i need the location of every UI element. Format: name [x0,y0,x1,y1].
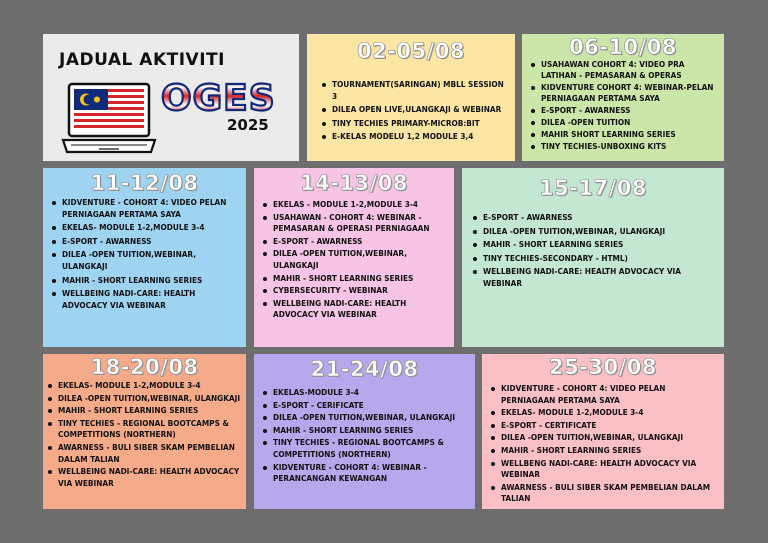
schedule-card-6 [43,354,246,509]
list-item: E-SPORT - AWARNESS [470,212,714,224]
list-item: E-SPORT - CERIFICATE [260,400,471,412]
schedule-card-4 [254,168,454,347]
activity-list [488,383,720,505]
page-title: JADUAL AKTIVITI [59,50,225,70]
activity-list [528,59,718,152]
list-item: E-KELAS MODELU 1,2 MODULE 3,4 [319,131,507,143]
card-date: 02-05/08 [356,39,466,63]
activity-list [470,212,714,290]
list-item: EKELAS- MODULE 1-2,MODULE 3-4 [49,222,240,234]
list-item: DILEA -OPEN TUITION,WEBINAR, ULANGKAJI [260,412,471,424]
list-item: KIDVENTURE COHORT 4: WEBINAR-PELAN PERNIAGAAN PERTAMA SAYA [528,82,718,104]
activity-list [319,79,507,143]
list-item: DILEA OPEN LIVE,ULANGKAJI & WEBINAR [319,104,507,116]
list-item: WELLBEING NADI-CARE: HEALTH ADVOCACY VIA WEBINAR [49,288,240,311]
activity-list [45,380,242,489]
list-item: MAHIR - SHORT LEARNING SERIES [45,405,242,417]
schedule-card-8 [482,354,724,509]
activity-list [49,197,240,311]
list-item: E-SPORT - AWARNESS [528,105,718,116]
list-item: USAHAWAN - COHORT 4: WEBINAR - PEMASARAN & OPERASI PERNIAGAAN [260,212,450,235]
list-item: E-SPORT - AWARNESS [49,236,240,248]
list-item: DILEA -OPEN TUITION,WEBINAR, ULANGKAJI [488,432,720,444]
list-item: WELLBEING NADI-CARE: HEALTH ADVOCACY VIA WEBINAR [470,266,714,289]
card-date: 15-17/08 [538,176,648,200]
list-item: USAHAWAN COHORT 4: VIDEO PRA LATIHAN - PEMASARAN & OPERAS [528,59,718,81]
year-label: 2025 [227,116,269,134]
list-item: MAHIR SHORT LEARNING SERIES [528,129,718,140]
list-item: MAHIR - SHORT LEARNING SERIES [49,275,240,287]
list-item: E-SPORT - CERTIFICATE [488,420,720,432]
list-item: CYBERSECURITY - WEBINAR [260,285,450,297]
schedule-card-7 [254,354,475,509]
list-item: E-SPORT - AWARNESS [260,236,450,248]
laptop-flag-icon [59,82,159,158]
title-card [43,34,299,161]
schedule-card-5 [462,168,724,347]
list-item: DILEA -OPEN TUITION [528,117,718,128]
list-item: AWARNESS - BULI SIBER SKAM PEMBELIAN DALAM TALIAN [488,482,720,505]
card-date: 14-13/08 [299,171,409,195]
list-item: WELLBENG NADI-CARE: HEALTH ADVOCACY VIA WEBINAR [488,458,720,481]
list-item: AWARNESS - BULI SIBER SKAM PEMBELIAN DALAM TALIAN [45,442,242,465]
schedule-card-1 [307,34,515,161]
card-date: 11-12/08 [90,171,199,195]
list-item: DILEA -OPEN TUITION,WEBINAR, ULANGKAJI [260,248,450,271]
list-item: TINY TECHIES-UNBOXING KITS [528,141,718,152]
list-item: TINY TECHIES - REGIONAL BOOTCAMPS & COMPETITIONS (NORTHERN) [45,418,242,441]
list-item: EKELAS- MODULE 1-2,MODULE 3-4 [488,407,720,419]
list-item: TOURNAMENT(SARINGAN) MBLL SESSION 3 [319,79,507,102]
list-item: MAHIR - SHORT LEARNING SERIES [260,273,450,285]
activity-list [260,387,471,485]
card-date: 06-10/08 [568,35,678,59]
list-item: DILEA -OPEN TUITION,WEBINAR, ULANGKAJI [470,226,714,238]
list-item: MAHIR - SHORT LEARNING SERIES [260,425,471,437]
list-item: TINY TECHIES-SECONDARY - HTML) [470,253,714,265]
activity-list [260,199,450,321]
list-item: DILEA -OPEN TUITION,WEBINAR, ULANGKAJI [45,393,242,405]
card-date: 18-20/08 [90,355,199,379]
list-item: EKELAS - MODULE 1-2,MODULE 3-4 [260,199,450,211]
list-item: TINY TECHIES - REGIONAL BOOTCAMPS & COMPETITIONS (NORTHERN) [260,437,471,460]
list-item: WELLBEING NADI-CARE: HEALTH ADVOCACY VIA WEBINAR [45,466,242,489]
list-item: MAHIR - SHORT LEARNING SERIES [470,239,714,251]
list-item: MAHIR - SHORT LEARNING SERIES [488,445,720,457]
schedule-card-3 [43,168,246,347]
card-date: 25-30/08 [548,355,658,379]
card-date: 21-24/08 [310,357,419,381]
list-item: TINY TECHIES PRIMARY-MICROB:BIT [319,118,507,130]
list-item: WELLBEING NADI-CARE: HEALTH ADVOCACY VIA WEBINAR [260,298,450,321]
oges-logo: OGES [161,78,276,119]
list-item: KIDVENTURE - COHORT 4: VIDEO PELAN PERNIAGAAN PERTAMA SAYA [488,383,720,406]
list-item: DILEA -OPEN TUITION,WEBINAR, ULANGKAJI [49,249,240,272]
list-item: EKELAS- MODULE 1-2,MODULE 3-4 [45,380,242,392]
schedule-card-2 [522,34,724,161]
list-item: KIDVENTURE - COHORT 4: VIDEO PELAN PERNIAGAAN PERTAMA SAYA [49,197,240,220]
list-item: KIDVENTURE - COHORT 4: WEBINAR - PERANCANGAN KEWANGAN [260,462,471,485]
list-item: EKELAS-MODULE 3-4 [260,387,471,399]
